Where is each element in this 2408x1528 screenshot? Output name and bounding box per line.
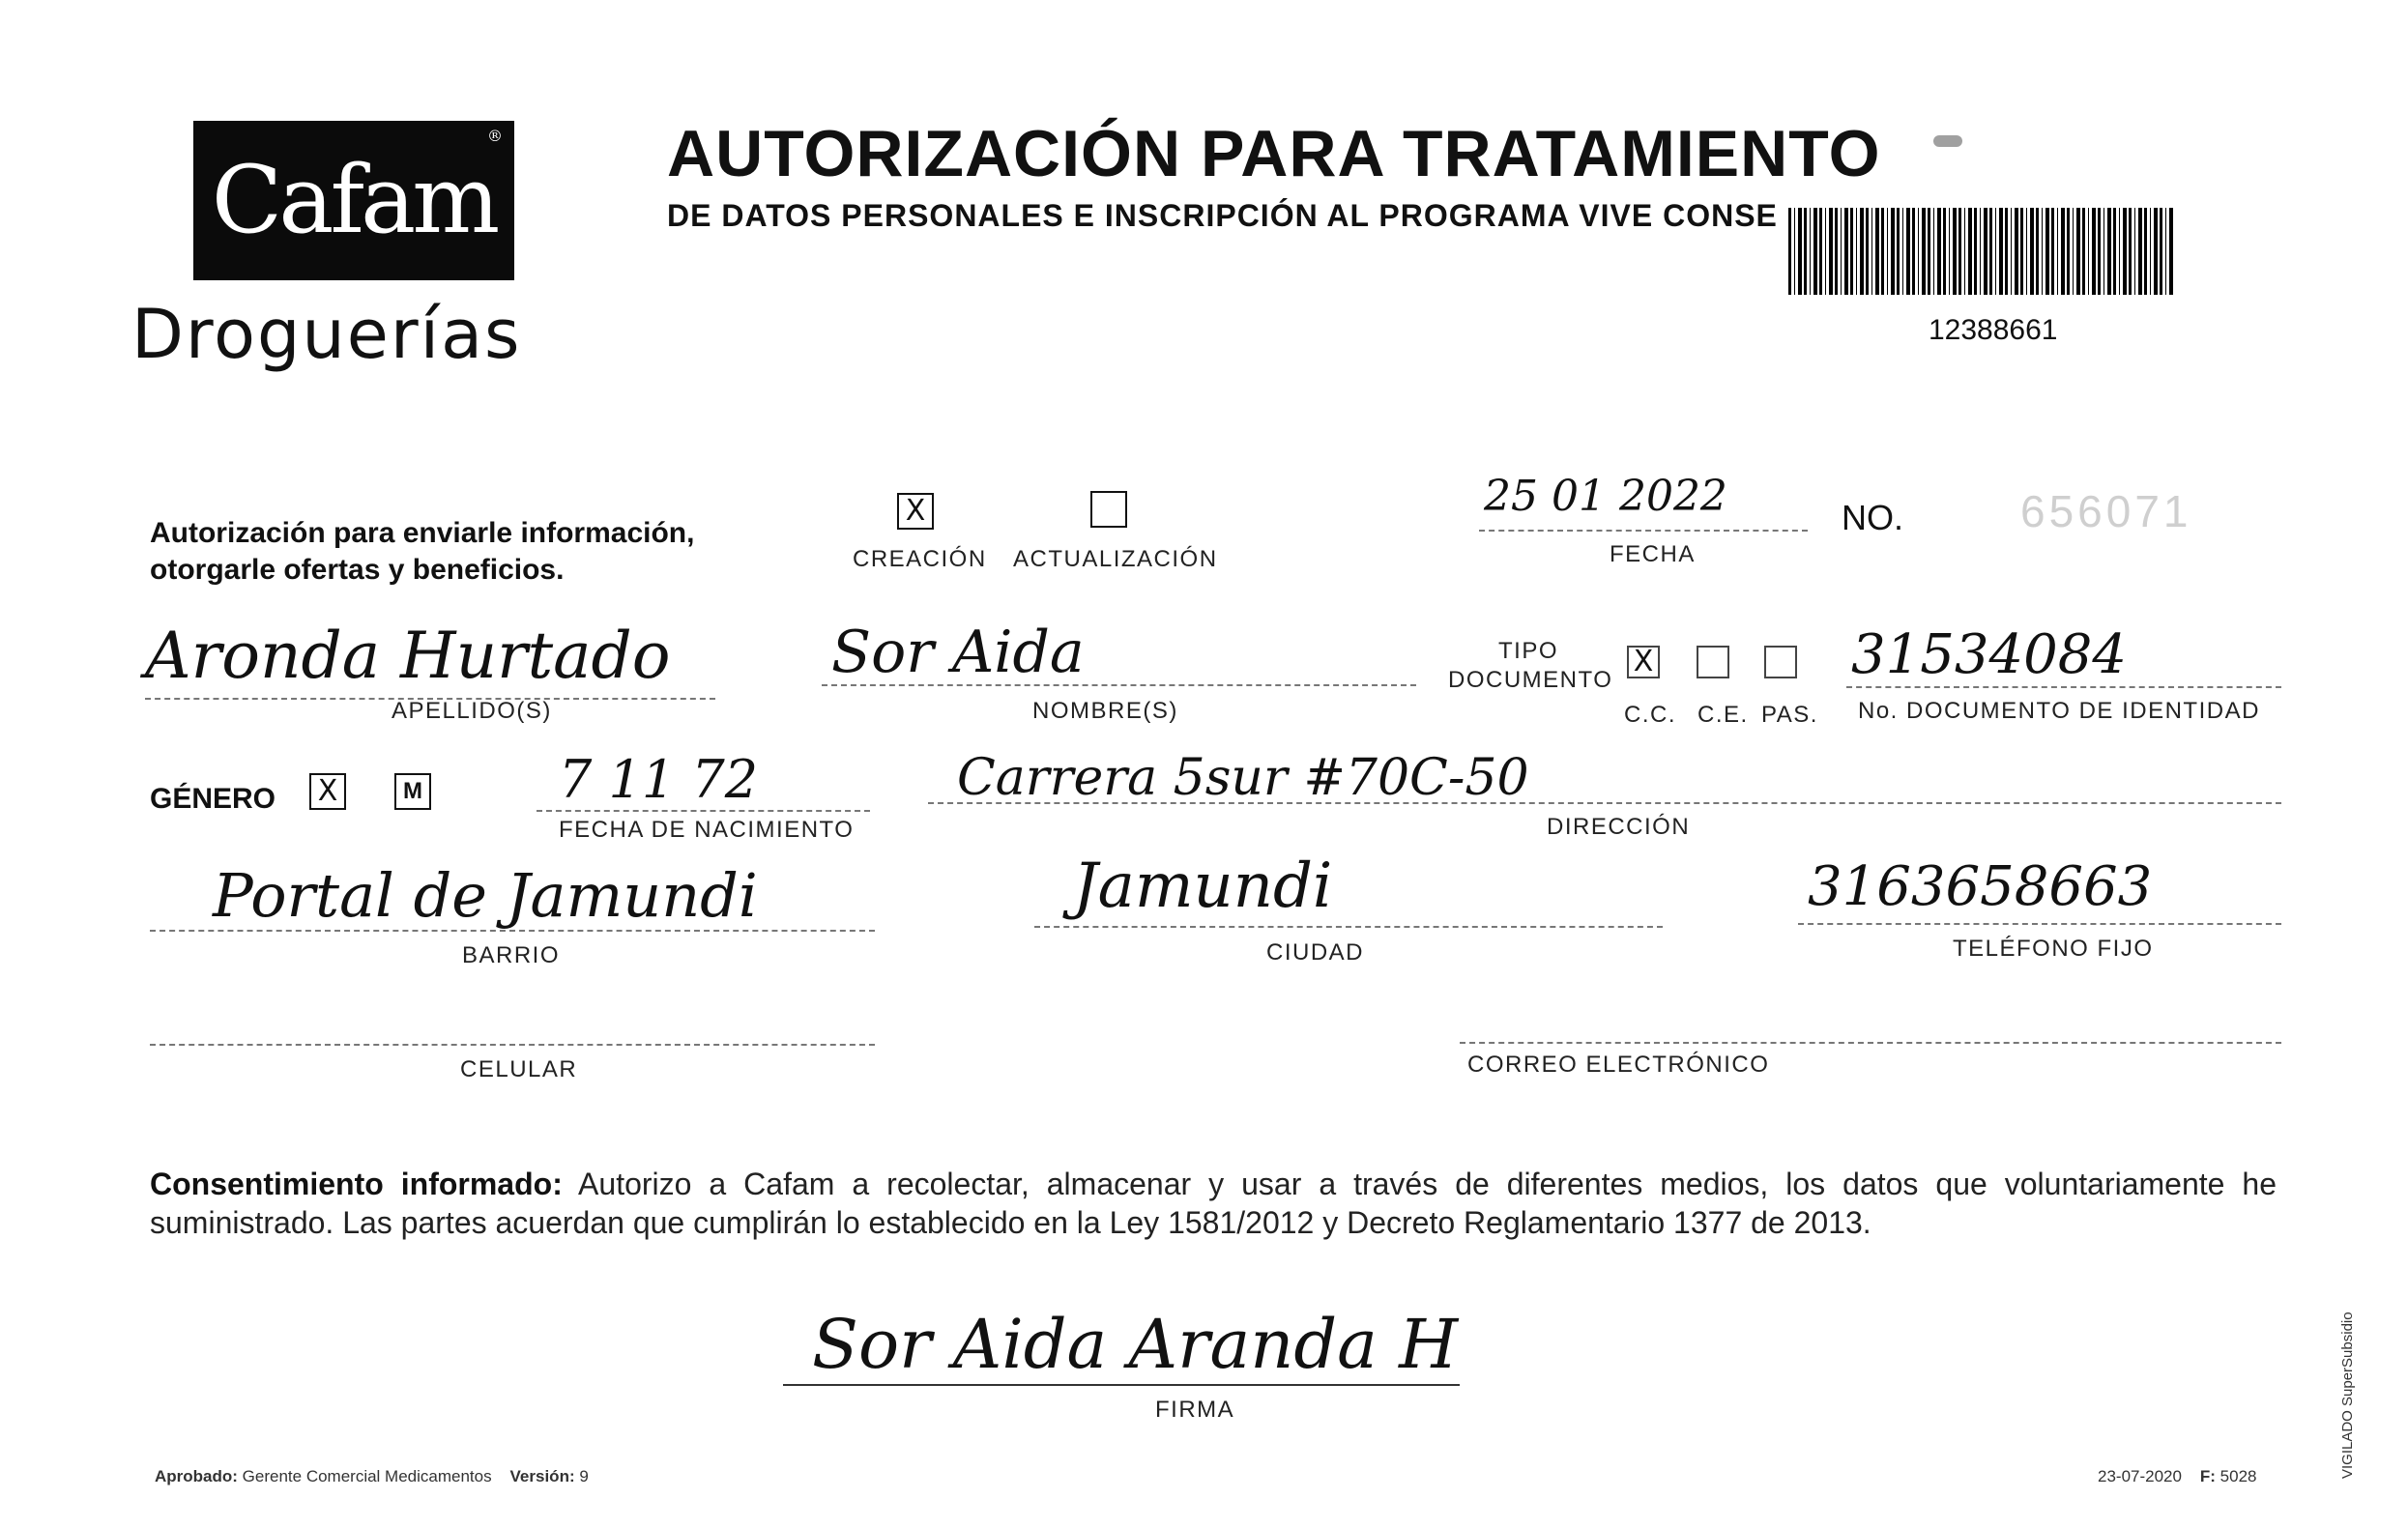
approved-value: Gerente Comercial Medicamentos [242,1467,492,1485]
intro-line-1: Autorización para enviarle información, [150,517,695,549]
cc-checkbox[interactable]: X [1627,646,1660,678]
signature-label: FIRMA [1155,1397,1235,1423]
barrio-label: BARRIO [462,942,561,968]
cc-label: C.C. [1624,702,1676,728]
doc-number-value[interactable]: 31534084 [1851,623,2128,686]
registered-mark: ® [487,127,503,145]
consent-text: Autorizo a Cafam a recolectar, almacenar y usar a través de diferentes medios, los datos que voluntariamente he suministrado. Las partes acuerdan que cumplirán lo establecido en la Ley 1581/2012 y Decreto Reglamentario 1377 de 2013. [150,1167,2277,1240]
form-label: F: [2199,1467,2216,1485]
update-label: ACTUALIZACIÓN [1013,546,1218,572]
city-line [1034,926,1663,928]
city-value[interactable]: Jamundi [1073,850,1333,922]
creation-checkbox[interactable]: X [897,493,934,530]
date-label: FECHA [1610,541,1696,567]
gender-label: GÉNERO [150,783,276,815]
birth-date-line [537,810,870,812]
email-label: CORREO ELECTRÓNICO [1467,1052,1770,1078]
date-value[interactable]: 25 01 2022 [1484,472,1727,521]
signature-line [783,1384,1460,1386]
doc-number-line [1846,686,2281,688]
signature-value[interactable]: Sor Aida Aranda H [812,1305,1459,1384]
page-title: AUTORIZACIÓN PARA TRATAMIENTO [667,117,1881,190]
doc-type-label-1: TIPO [1498,638,1559,664]
names-line [822,684,1416,686]
names-value[interactable]: Sor Aida [831,619,1085,686]
version-label: Versión: [509,1467,575,1485]
barrio-line [150,930,875,932]
city-label: CIUDAD [1266,939,1365,966]
date-line [1479,530,1808,532]
address-value[interactable]: Carrera 5sur #70C-50 [957,749,1529,807]
birth-date-label: FECHA DE NACIMIENTO [559,817,855,843]
creation-label: CREACIÓN [853,546,987,572]
update-checkbox[interactable] [1090,491,1127,528]
footer-date: 23-07-2020 [2098,1467,2182,1485]
phone-label: TELÉFONO FIJO [1953,936,2154,962]
doc-number-label: No. DOCUMENTO DE IDENTIDAD [1858,698,2260,724]
brand-subtitle: Droguerías [131,295,522,374]
scan-smudge [1933,135,1962,147]
birth-date-value[interactable]: 7 11 72 [559,749,759,810]
vigilado-text: VIGILADO SuperSubsidio [2339,1312,2356,1479]
consent-paragraph [150,1165,2277,1242]
barrio-value[interactable]: Portal de Jamundi [213,860,758,931]
logo-text: Cafam [211,146,497,254]
names-label: NOMBRE(S) [1032,698,1178,724]
mobile-label: CELULAR [460,1056,578,1082]
phone-value[interactable]: 3163658663 [1808,855,2153,918]
footer-date-form [2098,1467,2256,1486]
barcode-number: 12388661 [1929,314,2058,346]
email-line[interactable] [1460,1042,2281,1044]
doc-type-label-2: DOCUMENTO [1448,667,1613,693]
gender-f-checkbox[interactable]: X [309,773,346,810]
surnames-label: APELLIDO(S) [392,698,552,724]
version-value: 9 [579,1467,589,1485]
pas-label: PAS. [1761,702,1818,728]
form-number: 656071 [2020,486,2192,536]
gender-m-checkbox[interactable]: M [394,773,431,810]
footer-approved [155,1467,589,1486]
page-subtitle: DE DATOS PERSONALES E INSCRIPCIÓN AL PROGRAMA VIVE CONSE [667,198,1778,233]
mobile-line[interactable] [150,1044,875,1046]
cafam-logo [193,121,514,280]
ce-checkbox[interactable] [1697,646,1729,678]
approved-label: Aprobado: [155,1467,238,1485]
consent-heading: Consentimiento informado: [150,1167,563,1201]
phone-line [1798,923,2281,925]
pas-checkbox[interactable] [1764,646,1797,678]
ce-label: C.E. [1697,702,1749,728]
number-label: NO. [1842,498,1904,537]
address-line [928,802,2281,804]
intro-line-2: otorgarle ofertas y beneficios. [150,554,565,586]
surnames-value[interactable]: Aronda Hurtado [145,619,671,693]
form-code: 5028 [2219,1467,2257,1485]
barcode [1788,208,2175,295]
address-label: DIRECCIÓN [1547,814,1691,840]
